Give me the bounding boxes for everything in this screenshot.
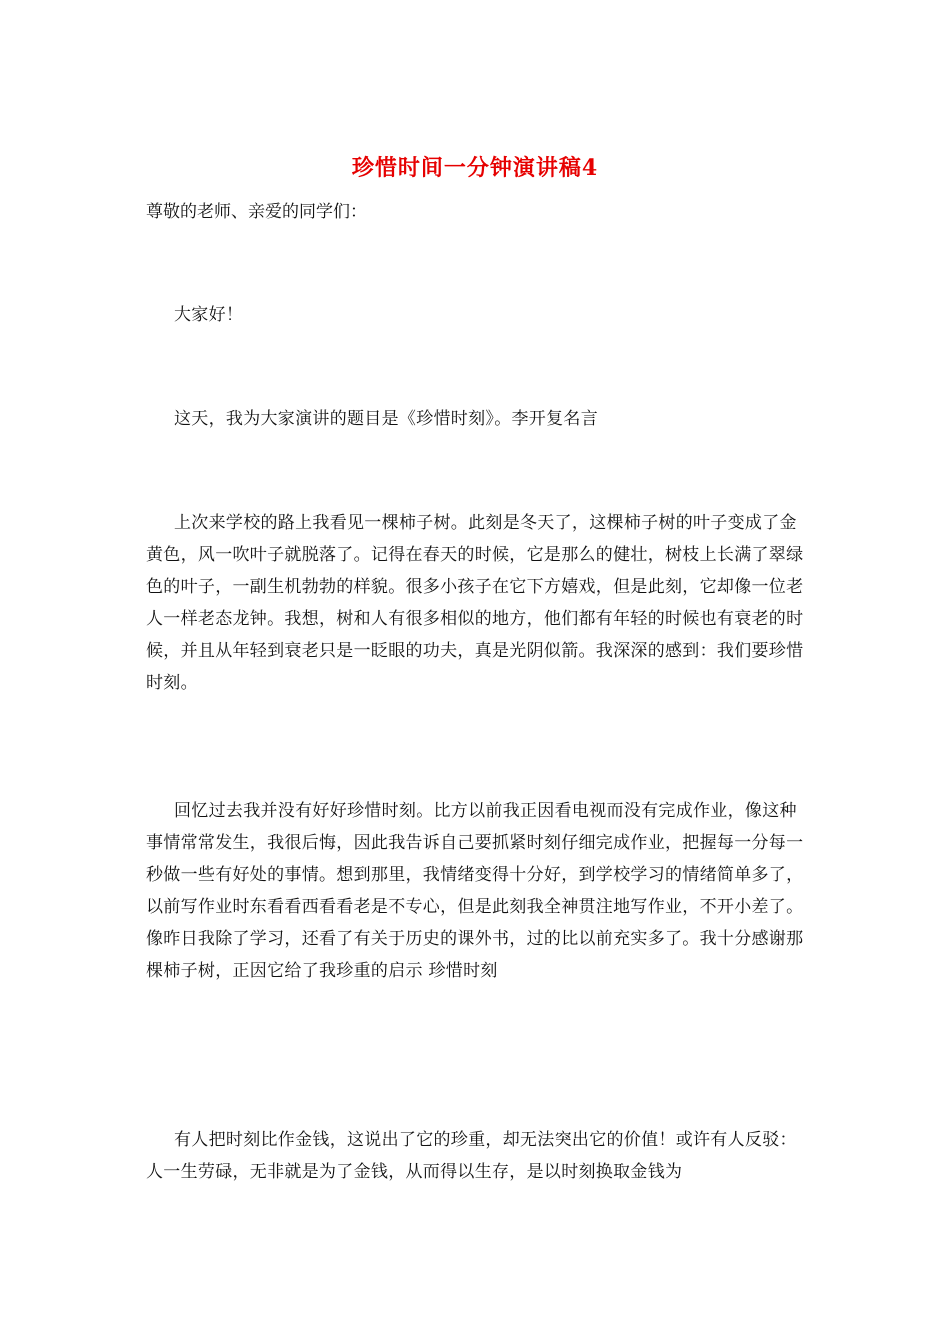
- paragraph-time-as-money: 有人把时刻比作金钱，这说出了它的珍重，却无法突出它的价值！或许有人反驳：人一生劳碌，无非就是为了金钱，从而得以生存，是以时刻换取金钱为: [146, 1130, 797, 1182]
- paragraph-recollection: 回忆过去我并没有好好珍惜时刻。比方以前我正因看电视而没有完成作业，像这种事情常常发生，我很后悔，因此我告诉自己要抓紧时刻仔细完成作业，把握每一分每一秒做一些有好处的事情。想到那里，我情绪变得十分好，到学校学习的情绪简单多了，以前写作业时东看看西看看老是不专心，但是此刻我全神贯注地写作业，不开小差了。像昨日我除了学习，还看了有关于历史的课外书，过的比以前充实多了。我十分感谢那棵柿子树，正因它给了我珍重的启示 珍惜时刻: [146, 801, 804, 981]
- paragraph-persimmon-tree: 上次来学校的路上我看见一棵柿子树。此刻是冬天了，这棵柿子树的叶子变成了金黄色，风一吹叶子就脱落了。记得在春天的时候，它是那么的健壮，树枝上长满了翠绿色的叶子，一副生机勃勃的样貌。很多小孩子在它下方嬉戏，但是此刻，它却像一位老人一样老态龙钟。我想，树和人有很多相似的地方，他们都有年轻的时候也有衰老的时候，并且从年轻到衰老只是一眨眼的功夫，真是光阴似箭。我深深的感到：我们要珍惜时刻。: [146, 513, 804, 693]
- paragraph-greeting: 大家好！: [174, 305, 244, 325]
- paragraph-topic: 这天，我为大家演讲的题目是《珍惜时刻》。李开复名言: [174, 409, 598, 429]
- document-title: 珍惜时间一分钟演讲稿4: [351, 155, 599, 181]
- salutation: 尊敬的老师、亲爱的同学们：: [146, 202, 367, 222]
